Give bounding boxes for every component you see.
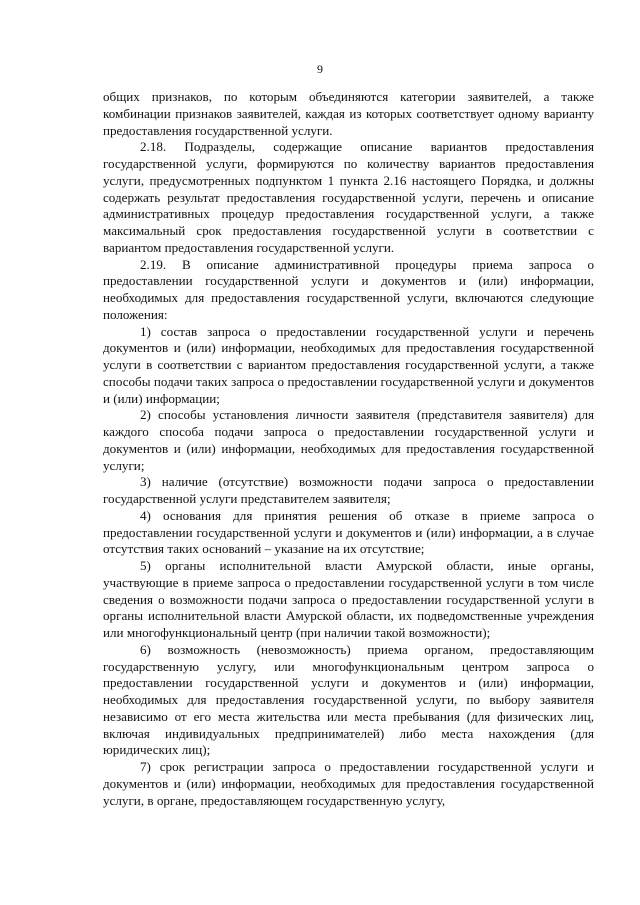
document-body — [103, 89, 594, 809]
list-item-2: 2) способы установления личности заявителя (представителя заявителя) для каждого способа подачи запроса о предоставлении государственной услуги и документов и (или) информации, необходимых для предоставления государственной услуги; — [103, 407, 594, 473]
list-item-6: 6) возможность (невозможность) приема органом, предоставляющим государственную услугу, или многофункциональным центром запроса о предоставлении государственной услуги и документов и (или) информации, необходимых для предоставления государственной услуги, по выбору заявителя независимо от его места жительства или места пребывания (для физических лиц, включая индивидуальных предпринимателей) либо места нахождения (для юридических лиц); — [103, 641, 594, 758]
list-item-3: 3) наличие (отсутствие) возможности подачи запроса о предоставлении государственной услуги представителем заявителя; — [103, 474, 594, 506]
paragraph-2-19: 2.19. В описание административной процедуры приема запроса о предоставлении государственной услуги и документов и (или) информации, необходимых для предоставления государственной услуги, включаются следующие положения: — [103, 256, 594, 322]
list-item-4: 4) основания для принятия решения об отказе в приеме запроса о предоставлении государственной услуги и документов и (или) информации, а в случае отсутствия таких оснований – указание на их отсутствие; — [103, 507, 594, 557]
paragraph-2-18: 2.18. Подразделы, содержащие описание вариантов предоставления государственной услуги, формируются по количеству вариантов предоставления услуги, предусмотренных подпунктом 1 пункта 2.16 настоящего Порядка, и должны содержать результат предоставления государственной услуги, перечень и описание административных процедур предоставления государственной услуги, а также максимальный срок предоставления государственной услуги в соответствии с вариантом предоставления государственной услуги. — [103, 139, 594, 255]
page-number: 9 — [317, 62, 323, 76]
list-item-5: 5) органы исполнительной власти Амурской области, иные органы, участвующие в приеме запроса о предоставлении государственной услуги в том числе сведения о возможности подачи запроса о предоставлении государственной услуги в органы исполнительной власти Амурской области, их подведомственные учреждения или многофункциональный центр (при наличии такой возможности); — [103, 558, 594, 640]
list-item-7: 7) срок регистрации запроса о предоставлении государственной услуги и документов и (или) информации, необходимых для предоставления государственной услуги, в органе, предоставляющем государственную услугу, — [103, 759, 594, 808]
paragraph-continuation: общих признаков, по которым объединяются категории заявителей, а также комбинации признаков заявителей, каждая из которых соответствует одному варианту предоставления государственной услуги. — [103, 89, 594, 138]
list-item-1: 1) состав запроса о предоставлении государственной услуги и перечень документов и (или) информации, необходимых для предоставления государственной услуги в соответствии с вариантом предоставления государственной услуги, а также способы подачи таких запроса о предоставлении государственной услуги и документов и (или) информации; — [103, 323, 594, 406]
